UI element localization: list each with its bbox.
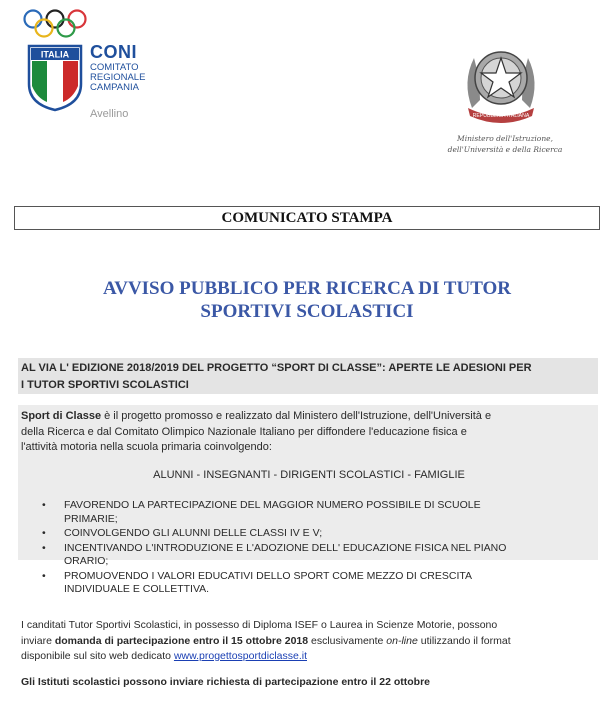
bullet-dot-icon: • (42, 499, 46, 511)
city-label: Avellino (90, 108, 129, 120)
coni-subtitle: COMITATO REGIONALE CAMPANIA (90, 62, 146, 93)
intro-line-1-rest: è il progetto promosso e realizzato dal Ministero dell'Istruzione, dell'Università e (101, 410, 492, 422)
deadline-text: domanda di partecipazione entro il 15 ottobre 2018 (54, 634, 309, 647)
list-item: • FAVORENDO LA PARTECIPAZIONE DEL MAGGIOR NUMERO POSSIBILE DI SCUOLE PRIMARIE; (42, 499, 481, 525)
emblem-ribbon-text: REPUBBLICA ITALIANA (472, 113, 530, 119)
audience-list: ALUNNI - INSEGNANTI - DIRIGENTI SCOLASTICI - FAMIGLIE (153, 469, 465, 481)
intro-line: della Ricerca e dal Comitato Olimpico Nazionale Italiano per diffondere l'educazione fisica e (21, 425, 467, 438)
sport-di-classe-name: Sport di Classe (21, 410, 102, 422)
bullet-dot-icon: • (42, 527, 46, 539)
list-item: • COINVOLGENDO GLI ALUNNI DELLE CLASSI IV E V; (42, 527, 323, 539)
bullet-dot-icon: • (42, 569, 46, 582)
italian-republic-emblem (458, 38, 544, 128)
shield-label: ITALIA (40, 49, 70, 60)
closing-note: Gli Istituti scolastici possono inviare richiesta di partecipazione entro il 22 ottobre (21, 676, 431, 688)
intro-line: l'attività motoria nella scuola primaria coinvolgendo: (21, 441, 272, 453)
coni-title: CONI (90, 42, 137, 62)
press-release-banner: COMUNICATO STAMPA (14, 206, 600, 230)
website-link[interactable]: www.progettosportdiclasse.it (173, 650, 307, 662)
italia-shield-logo (27, 44, 83, 112)
list-item: • PROMUOVENDO I VALORI EDUCATIVI DELLO SPORT COME MEZZO DI CRESCITA INDIVIDUALE E COLLETTIVA. (42, 569, 473, 595)
bullet-list (28, 499, 598, 598)
subtitle: AL VIA L' EDIZIONE 2018/2019 DEL PROGETTO “SPORT DI CLASSE”: APERTE LE ADESIONI PER I TUTOR SPORTIVI SCOLASTICI (21, 362, 532, 391)
intro-paragraph (21, 409, 597, 456)
ministry-name: Ministero dell'Istruzione, dell'Università e della Ricerca (447, 134, 563, 154)
intro-line (21, 409, 597, 425)
headline: AVVISO PUBBLICO PER RICERCA DI TUTOR SPORTIVI SCOLASTICI (102, 278, 512, 322)
olympic-rings-logo (22, 8, 88, 40)
bullet-dot-icon: • (42, 541, 46, 554)
list-item: • INCENTIVANDO L'INTRODUZIONE E L'ADOZIONE DELL' EDUCAZIONE FISICA NEL PIANO ORARIO; (42, 541, 507, 567)
application-paragraph: I canditati Tutor Sportivi Scolastici, in possesso di Diploma ISEF o Laurea in Scienze Motorie, possono inviare domanda di partecipazione entro il 15 ottobre 2018 esclusivamente on-line utilizzando il format disponibile sul sito web dedicato www.progettosportdiclasse.it (21, 619, 511, 662)
